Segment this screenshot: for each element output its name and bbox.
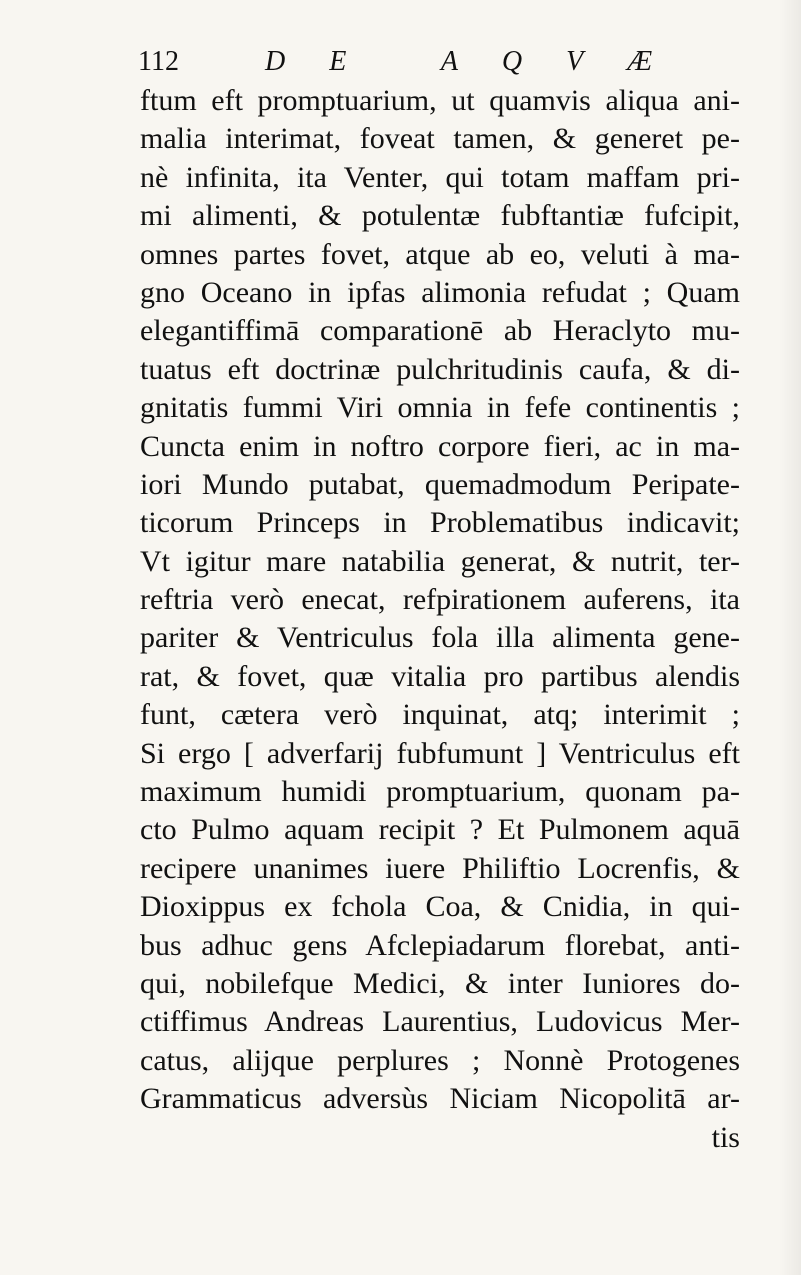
text-line: recipere unanimes iuere Philiftio Locrenfis, & <box>140 851 740 885</box>
text-line: elegantiffimā comparationē ab Heraclyto mu- <box>140 314 740 348</box>
text-line: ticorum Princeps in Problematibus indicavit; <box>140 506 740 540</box>
text-line: Cuncta enim in noftro corpore fieri, ac in ma- <box>140 429 740 463</box>
text-line: gno Oceano in ipfas alimonia refudat ; Quam <box>140 275 740 309</box>
text-line: funt, cætera verò inquinat, atq; interimit ; <box>140 698 740 732</box>
text-line: malia interimat, foveat tamen, & generet pe- <box>140 122 740 156</box>
text-line: Dioxippus ex fchola Coa, & Cnidia, in qui- <box>140 890 740 924</box>
text-line: mi alimenti, & potulentæ fubftantiæ fufcipit, <box>140 199 740 233</box>
text-line: ctiffimus Andreas Laurentius, Ludovicus Mer- <box>140 1005 740 1039</box>
body-text <box>140 82 740 1157</box>
running-head: DE AQVÆ <box>265 46 697 77</box>
text-line: qui, nobilefque Medici, & inter Iuniores do- <box>140 966 740 1000</box>
text-line: tuatus eft doctrinæ pulchritudinis caufa, & di- <box>140 352 740 386</box>
text-line: nè infinita, ita Venter, qui totam maffam pri- <box>140 160 740 194</box>
page-number: 112 <box>138 46 179 77</box>
catchword: tis <box>711 1120 740 1154</box>
text-line: reftria verò enecat, refpirationem auferens, ita <box>140 583 740 617</box>
page-edge-shadow <box>779 0 801 1275</box>
text-line: Grammaticus adversùs Niciam Nicopolitā ar- <box>140 1082 740 1116</box>
text-line: gnitatis fummi Viri omnia in fefe continentis ; <box>140 391 740 425</box>
text-line: bus adhuc gens Afclepiadarum florebat, anti- <box>140 928 740 962</box>
text-line: rat, & fovet, quæ vitalia pro partibus alendis <box>140 659 740 693</box>
text-line: omnes partes fovet, atque ab eo, veluti à ma- <box>140 237 740 271</box>
page-header <box>138 40 718 84</box>
text-line: iori Mundo putabat, quemadmodum Peripate- <box>140 467 740 501</box>
text-line: ftum eft promptuarium, ut quamvis aliqua ani- <box>140 84 740 117</box>
text-line: cto Pulmo aquam recipit ? Et Pulmonem aquā <box>140 813 740 847</box>
text-line: catus, alijque perplures ; Nonnè Protogenes <box>140 1043 740 1077</box>
text-line: pariter & Ventriculus fola illa alimenta gene- <box>140 621 740 655</box>
text-line: maximum humidi promptuarium, quonam pa- <box>140 775 740 809</box>
text-line: Si ergo [ adverfarij fubfumunt ] Ventriculus eft <box>140 736 740 770</box>
text-line: Vt igitur mare natabilia generat, & nutrit, ter- <box>140 544 740 578</box>
